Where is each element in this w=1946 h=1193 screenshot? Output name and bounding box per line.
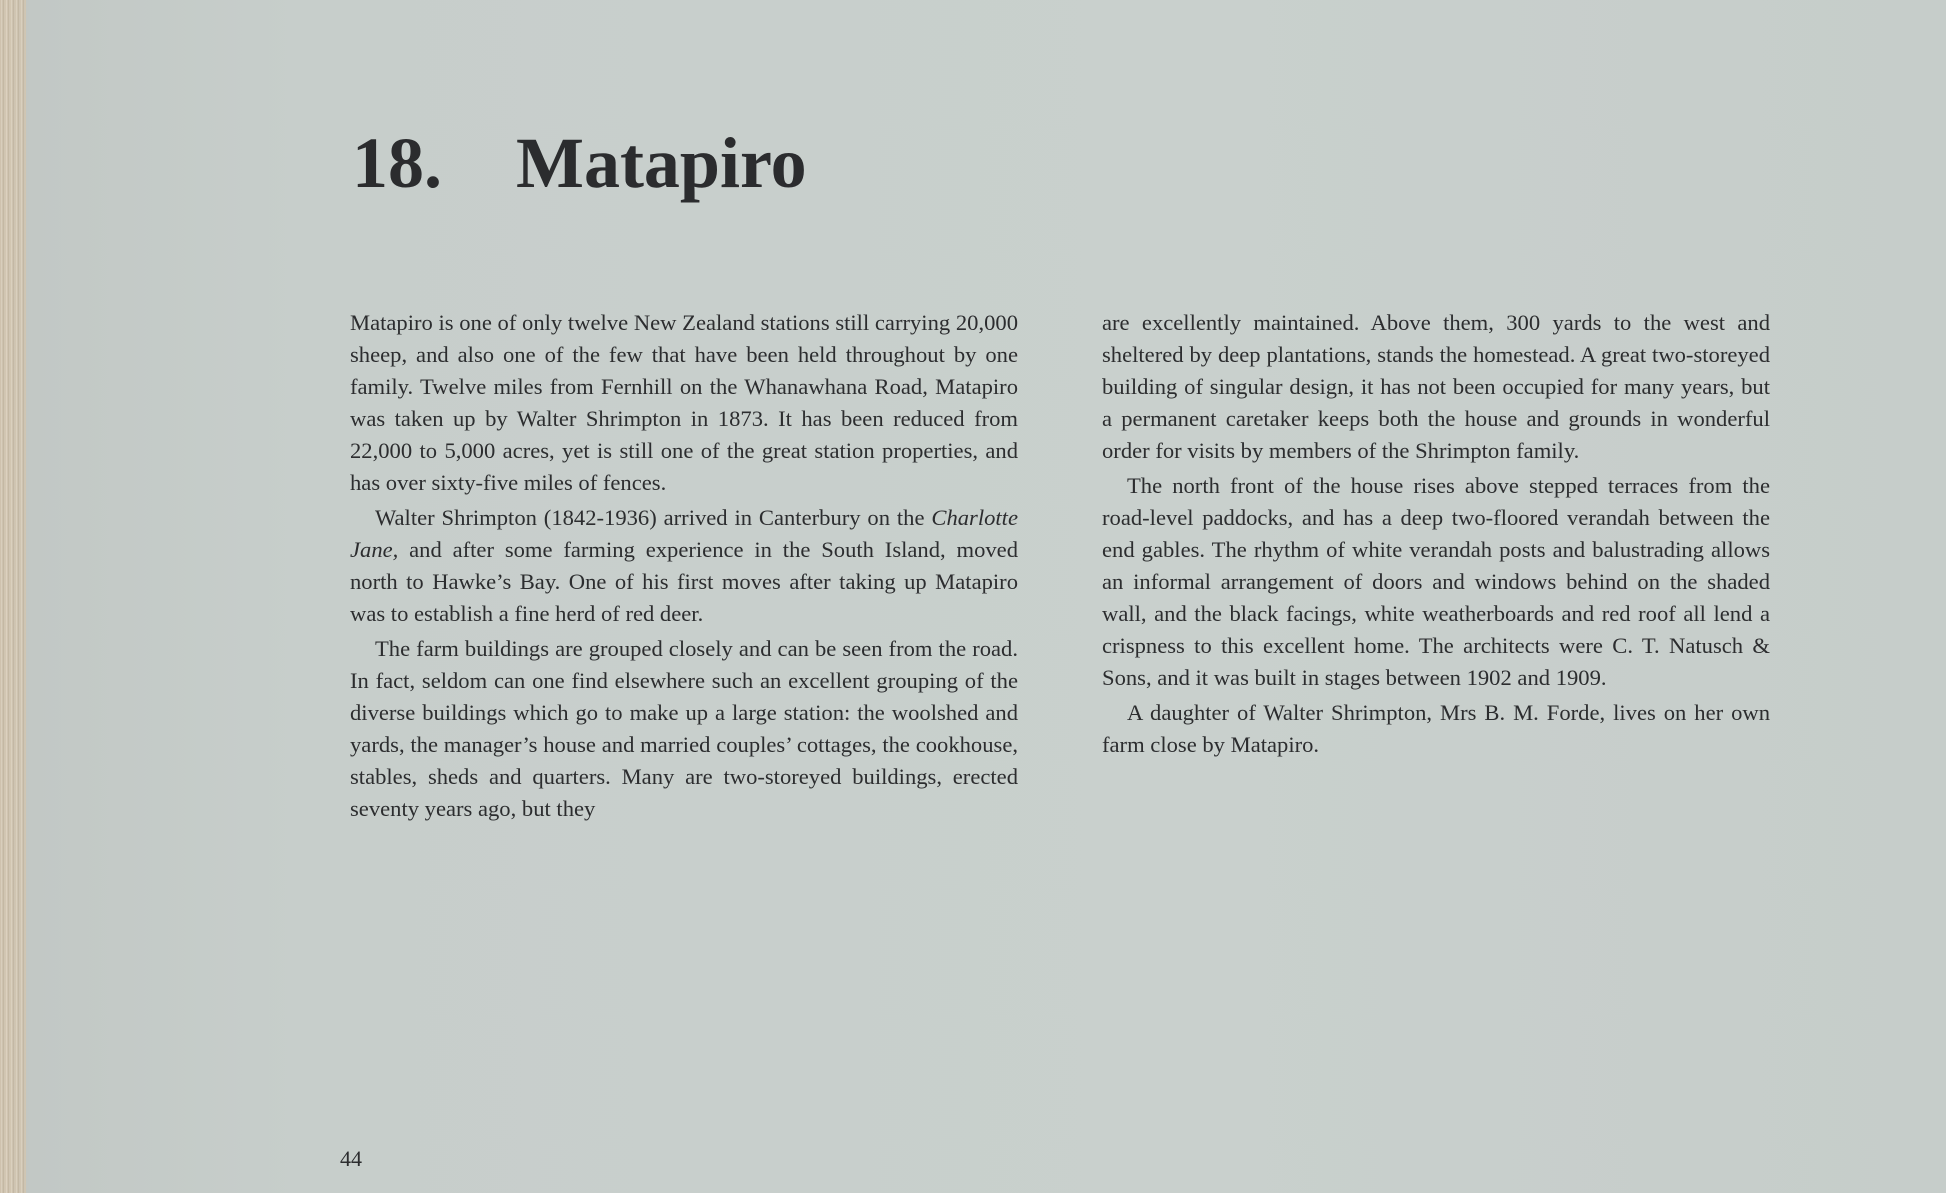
paragraph-text: Walter Shrimpton (1842-1936) arrived in Canterbury on the (375, 505, 932, 530)
text-column-right (1102, 307, 1770, 764)
ship-name: Charlotte Jane, (350, 505, 1018, 562)
chapter-heading (352, 118, 807, 208)
paragraph-homestead: are excellently maintained. Above them, 300 yards to the west and sheltered by deep plantations, stands the homestead. A great two-storeyed building of singular design, it has not been occupied for many years, but a permanent caretaker keeps both the house and grounds in wonderful order for visits by members of the Shrimpton family. (1102, 310, 1770, 463)
chapter-number: 18. (352, 123, 442, 203)
paragraph-farm-buildings: The farm buildings are grouped closely and can be seen from the road. In fact, seldom can one find elsewhere such an excellent grouping of the diverse buildings which go to make up a large station: the woolshed and yards, the manager’s house and married couples’ cottages, the cookhouse, stables, sheds and quarters. Many are two-storeyed buildings, erected seventy years ago, but they (350, 636, 1018, 821)
page-number: 44 (340, 1146, 362, 1171)
paragraph-intro: Matapiro is one of only twelve New Zealand stations still carrying 20,000 sheep, and also one of the few that have been held throughout by one family. Twelve miles from Fernhill on the Whanawhana Road, Matapiro was taken up by Walter Shrimpton in 1873. It has been reduced from 22,000 to 5,000 acres, yet is still one of the great station properties, and has over sixty-five miles of fences. (350, 310, 1018, 495)
paragraph-daughter: A daughter of Walter Shrimpton, Mrs B. M. Forde, lives on her own farm close by Matapiro. (1102, 700, 1770, 757)
chapter-title: Matapiro (516, 123, 807, 203)
paragraph-text: and after some farming experience in the South Island, moved north to Hawke’s Bay. One of his first moves after taking up Matapiro was to establish a fine herd of red deer. (350, 537, 1018, 626)
paragraph-walter-shrimpton (350, 502, 1018, 630)
page-binding-edge (0, 0, 26, 1193)
text-column-left (350, 307, 1018, 828)
paragraph-north-front: The north front of the house rises above stepped terraces from the road-level paddocks, and has a deep two-floored verandah between the end gables. The rhythm of white verandah posts and balustrading allows an informal arrangement of doors and windows behind on the shaded wall, and the black facings, white weatherboards and red roof all lend a crispness to this excellent home. The architects were C. T. Natusch & Sons, and it was built in stages between 1902 and 1909. (1102, 473, 1770, 690)
